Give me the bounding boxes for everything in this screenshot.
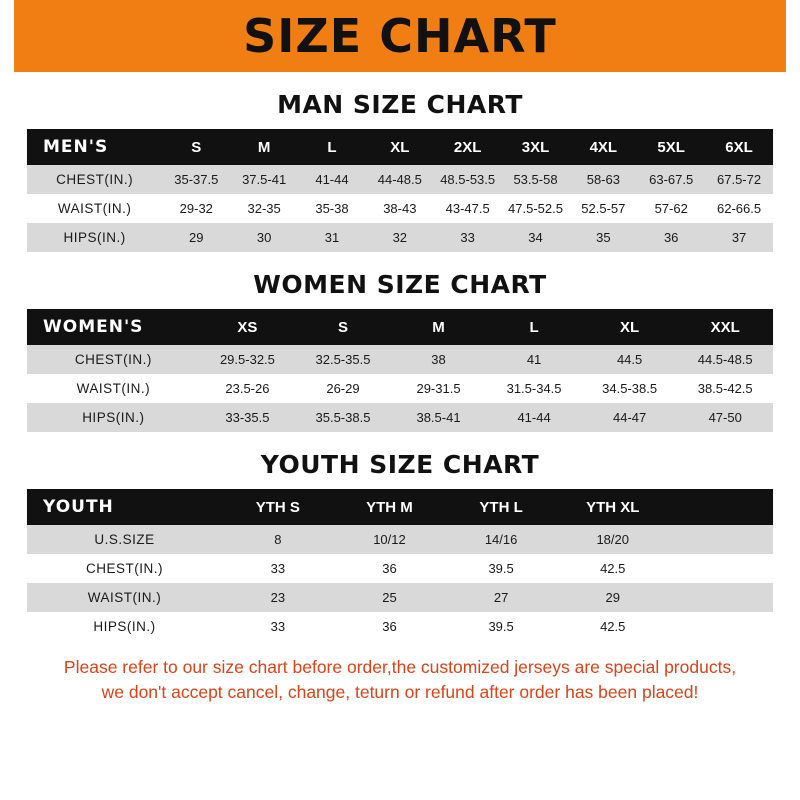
table-cell: 14/16 bbox=[445, 525, 557, 554]
table-cell-empty bbox=[669, 583, 773, 612]
table-header-row bbox=[27, 309, 773, 345]
table-cell-empty bbox=[669, 554, 773, 583]
table-row bbox=[27, 612, 773, 641]
row-label: WAIST(IN.) bbox=[27, 194, 162, 223]
table-cell: 35-37.5 bbox=[162, 165, 230, 194]
column-header: YTH L bbox=[445, 489, 557, 525]
table-cell: 41 bbox=[486, 345, 582, 374]
column-header: YTH XL bbox=[557, 489, 669, 525]
column-header: XL bbox=[366, 129, 434, 165]
column-header: MEN'S bbox=[27, 129, 162, 165]
table-cell: 29-31.5 bbox=[391, 374, 487, 403]
table-row bbox=[27, 345, 773, 374]
column-header: WOMEN'S bbox=[27, 309, 200, 345]
table-cell: 29-32 bbox=[162, 194, 230, 223]
column-header: 3XL bbox=[502, 129, 570, 165]
table-cell: 29 bbox=[557, 583, 669, 612]
table-cell: 29 bbox=[162, 223, 230, 252]
table-row bbox=[27, 223, 773, 252]
row-label: CHEST(IN.) bbox=[27, 554, 222, 583]
table-cell: 39.5 bbox=[445, 554, 557, 583]
table-cell: 41-44 bbox=[298, 165, 366, 194]
table-cell: 31 bbox=[298, 223, 366, 252]
table-cell: 33-35.5 bbox=[200, 403, 296, 432]
table-header-row bbox=[27, 129, 773, 165]
column-header: 2XL bbox=[434, 129, 502, 165]
table-cell: 48.5-53.5 bbox=[434, 165, 502, 194]
column-header: 6XL bbox=[705, 129, 773, 165]
column-header: L bbox=[486, 309, 582, 345]
table-cell: 38-43 bbox=[366, 194, 434, 223]
column-header: YTH M bbox=[334, 489, 446, 525]
table-cell: 44-47 bbox=[582, 403, 678, 432]
table-cell-empty bbox=[669, 612, 773, 641]
table-cell: 8 bbox=[222, 525, 334, 554]
table-cell: 34.5-38.5 bbox=[582, 374, 678, 403]
column-header: L bbox=[298, 129, 366, 165]
table-row bbox=[27, 525, 773, 554]
column-header: XL bbox=[582, 309, 678, 345]
table-cell: 38.5-41 bbox=[391, 403, 487, 432]
women-size-table-wrap bbox=[0, 309, 800, 432]
row-label: HIPS(IN.) bbox=[27, 403, 200, 432]
table-cell: 36 bbox=[334, 554, 446, 583]
table-cell: 47-50 bbox=[677, 403, 773, 432]
section-title-women: WOMEN SIZE CHART bbox=[253, 270, 547, 299]
table-cell: 33 bbox=[222, 612, 334, 641]
table-cell: 42.5 bbox=[557, 554, 669, 583]
table-cell: 42.5 bbox=[557, 612, 669, 641]
table-cell: 31.5-34.5 bbox=[486, 374, 582, 403]
banner-edge-right bbox=[786, 0, 800, 72]
column-header: S bbox=[162, 129, 230, 165]
table-cell: 36 bbox=[637, 223, 705, 252]
row-label: CHEST(IN.) bbox=[27, 345, 200, 374]
table-cell: 26-29 bbox=[295, 374, 391, 403]
table-row bbox=[27, 194, 773, 223]
table-cell: 23.5-26 bbox=[200, 374, 296, 403]
table-cell: 23 bbox=[222, 583, 334, 612]
man-size-table-wrap bbox=[0, 129, 800, 252]
column-header: M bbox=[230, 129, 298, 165]
header-banner bbox=[0, 0, 800, 72]
table-row bbox=[27, 374, 773, 403]
table-cell: 36 bbox=[334, 612, 446, 641]
table-cell: 32 bbox=[366, 223, 434, 252]
table-cell: 29.5-32.5 bbox=[200, 345, 296, 374]
table-cell: 39.5 bbox=[445, 612, 557, 641]
row-label: WAIST(IN.) bbox=[27, 374, 200, 403]
column-header: XXL bbox=[677, 309, 773, 345]
table-cell: 47.5-52.5 bbox=[502, 194, 570, 223]
table-cell: 32.5-35.5 bbox=[295, 345, 391, 374]
section-title-man: MAN SIZE CHART bbox=[277, 90, 523, 119]
table-row bbox=[27, 554, 773, 583]
page-title: SIZE CHART bbox=[243, 9, 557, 63]
column-header: XS bbox=[200, 309, 296, 345]
table-cell: 44.5-48.5 bbox=[677, 345, 773, 374]
table-cell: 62-66.5 bbox=[705, 194, 773, 223]
table-cell: 63-67.5 bbox=[637, 165, 705, 194]
table-cell: 33 bbox=[434, 223, 502, 252]
footer-disclaimer bbox=[0, 655, 800, 706]
table-cell: 67.5-72 bbox=[705, 165, 773, 194]
table-cell-empty bbox=[669, 525, 773, 554]
table-cell: 44-48.5 bbox=[366, 165, 434, 194]
row-label: HIPS(IN.) bbox=[27, 612, 222, 641]
table-header-row bbox=[27, 489, 773, 525]
column-header: 4XL bbox=[569, 129, 637, 165]
table-row bbox=[27, 583, 773, 612]
table-cell: 25 bbox=[334, 583, 446, 612]
column-header: YOUTH bbox=[27, 489, 222, 525]
banner-edge-left bbox=[0, 0, 14, 72]
table-cell: 30 bbox=[230, 223, 298, 252]
row-label: WAIST(IN.) bbox=[27, 583, 222, 612]
table-cell: 37 bbox=[705, 223, 773, 252]
column-header-spacer bbox=[669, 489, 773, 525]
table-cell: 18/20 bbox=[557, 525, 669, 554]
table-cell: 35.5-38.5 bbox=[295, 403, 391, 432]
table-cell: 58-63 bbox=[569, 165, 637, 194]
table-cell: 38 bbox=[391, 345, 487, 374]
table-cell: 33 bbox=[222, 554, 334, 583]
table-row bbox=[27, 403, 773, 432]
footer-line-2: we don't accept cancel, change, teturn or refund after order has been placed! bbox=[101, 682, 699, 703]
table-cell: 38.5-42.5 bbox=[677, 374, 773, 403]
table-cell: 10/12 bbox=[334, 525, 446, 554]
column-header: M bbox=[391, 309, 487, 345]
youth-size-table-wrap bbox=[0, 489, 800, 641]
table-row bbox=[27, 165, 773, 194]
table-cell: 34 bbox=[502, 223, 570, 252]
table-cell: 27 bbox=[445, 583, 557, 612]
row-label: CHEST(IN.) bbox=[27, 165, 162, 194]
row-label: HIPS(IN.) bbox=[27, 223, 162, 252]
row-label: U.S.SIZE bbox=[27, 525, 222, 554]
column-header: YTH S bbox=[222, 489, 334, 525]
column-header: S bbox=[295, 309, 391, 345]
column-header: 5XL bbox=[637, 129, 705, 165]
table-cell: 44.5 bbox=[582, 345, 678, 374]
table-cell: 35-38 bbox=[298, 194, 366, 223]
table-cell: 43-47.5 bbox=[434, 194, 502, 223]
table-cell: 52.5-57 bbox=[569, 194, 637, 223]
footer-line-1: Please refer to our size chart before order,the customized jerseys are special products, bbox=[63, 657, 737, 677]
women-size-table bbox=[27, 309, 773, 432]
table-cell: 41-44 bbox=[486, 403, 582, 432]
man-size-table bbox=[27, 129, 773, 252]
table-cell: 57-62 bbox=[637, 194, 705, 223]
section-title-youth: YOUTH SIZE CHART bbox=[260, 450, 540, 479]
table-cell: 53.5-58 bbox=[502, 165, 570, 194]
table-cell: 37.5-41 bbox=[230, 165, 298, 194]
table-cell: 32-35 bbox=[230, 194, 298, 223]
table-cell: 35 bbox=[569, 223, 637, 252]
youth-size-table bbox=[27, 489, 773, 641]
